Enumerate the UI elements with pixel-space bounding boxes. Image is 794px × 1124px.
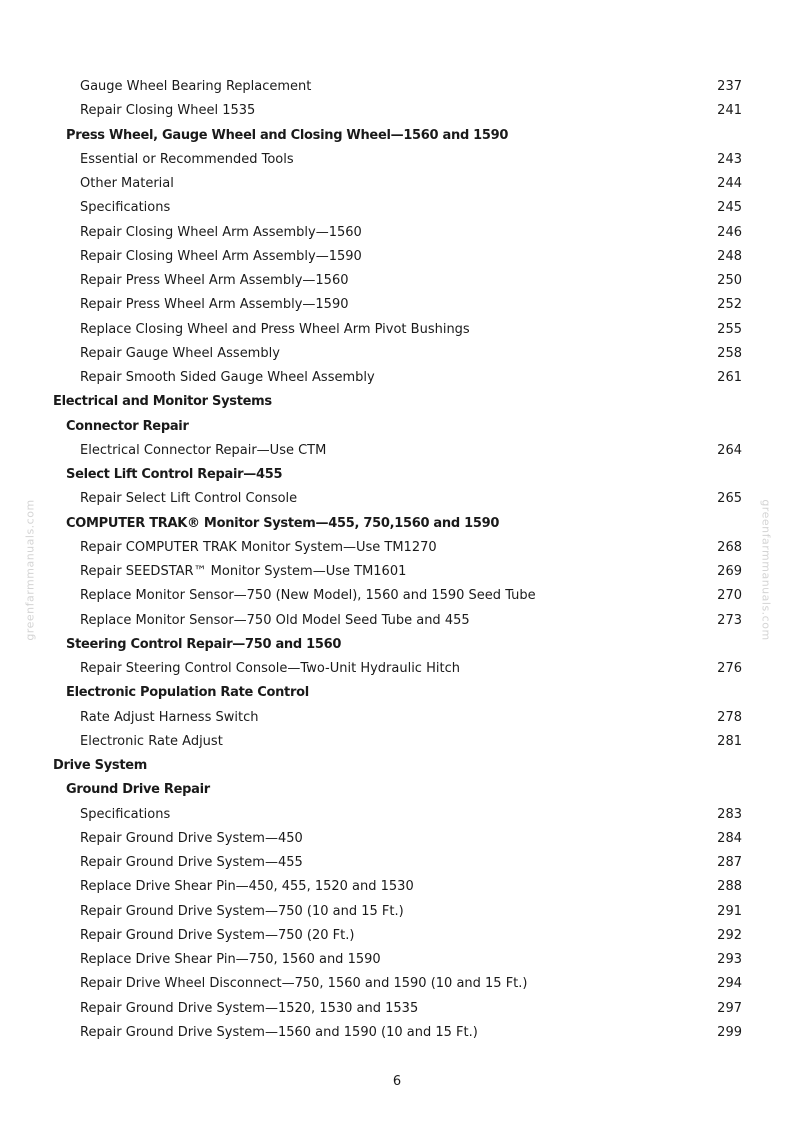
toc-entry-title: Repair Ground Drive System—750 (10 and 15 Ft.) (80, 903, 404, 919)
toc-entry-title: Rate Adjust Harness Switch (80, 709, 259, 725)
toc-entry[interactable] (0, 99, 794, 123)
toc-entry-title: Repair Ground Drive System—750 (20 Ft.) (80, 927, 355, 943)
toc-entry-page-number: 243 (717, 151, 742, 167)
watermark-left: greenfarmmanuals.com (23, 499, 37, 641)
toc-entry[interactable] (0, 487, 794, 511)
toc-entry-title: Repair Closing Wheel 1535 (80, 103, 256, 119)
toc-entry-title: Repair Gauge Wheel Assembly (80, 345, 280, 361)
toc-subsection-heading[interactable] (0, 512, 794, 536)
toc-entry-title: Specifications (80, 200, 171, 216)
toc-entry-page-number: 288 (717, 879, 742, 895)
toc-entry-title: Press Wheel, Gauge Wheel and Closing Wheel—1560 and 1590 (66, 127, 509, 143)
toc-entry-title: Repair Smooth Sided Gauge Wheel Assembly (80, 370, 375, 385)
toc-entry-page-number: 245 (717, 200, 742, 216)
toc-entry[interactable] (0, 972, 794, 996)
toc-entry[interactable] (0, 875, 794, 899)
toc-entry-page-number: 258 (717, 345, 742, 361)
toc-entry[interactable] (0, 293, 794, 317)
toc-entry-title: Replace Monitor Sensor—750 Old Model Seed Tube and 455 (80, 612, 470, 628)
toc-subsection-heading[interactable] (0, 415, 794, 439)
toc-entry-title: Replace Drive Shear Pin—750, 1560 and 1590 (80, 952, 381, 967)
toc-entry-page-number: 291 (717, 903, 742, 919)
toc-entry-page-number: 264 (717, 442, 742, 458)
toc-subsection-heading[interactable] (0, 124, 794, 148)
toc-entry-title: Electronic Population Rate Control (66, 685, 309, 701)
toc-entry[interactable] (0, 75, 794, 99)
toc-entry[interactable] (0, 439, 794, 463)
toc-entry[interactable] (0, 148, 794, 172)
toc-entry-title: Repair SEEDSTAR™ Monitor System—Use TM1601 (80, 564, 407, 579)
toc-entry-title: Electrical and Monitor Systems (53, 394, 272, 410)
toc-entry-title: COMPUTER TRAK® Monitor System—455, 750,1560 and 1590 (66, 515, 500, 531)
table-of-contents (0, 75, 794, 1045)
toc-entry-title: Repair Steering Control Console—Two-Unit Hydraulic Hitch (80, 661, 460, 676)
toc-entry[interactable] (0, 997, 794, 1021)
toc-entry-title: Repair Drive Wheel Disconnect—750, 1560 and 1590 (10 and 15 Ft.) (80, 976, 528, 992)
toc-entry-title: Replace Monitor Sensor—750 (New Model), 1560 and 1590 Seed Tube (80, 588, 536, 604)
toc-entry-page-number: 297 (717, 1000, 742, 1016)
toc-entry-page-number: 294 (717, 976, 742, 992)
toc-entry[interactable] (0, 342, 794, 366)
toc-entry-title: Gauge Wheel Bearing Replacement (80, 79, 312, 94)
toc-entry[interactable] (0, 584, 794, 608)
toc-subsection-heading[interactable] (0, 681, 794, 705)
toc-entry-title: Drive System (53, 758, 148, 773)
toc-entry-title: Repair Press Wheel Arm Assembly—1590 (80, 297, 349, 313)
toc-entry-title: Replace Drive Shear Pin—450, 455, 1520 and 1530 (80, 879, 414, 895)
toc-entry[interactable] (0, 900, 794, 924)
toc-entry-title: Repair Closing Wheel Arm Assembly—1590 (80, 248, 362, 264)
toc-entry-page-number: 292 (717, 927, 742, 943)
toc-entry-page-number: 241 (717, 103, 742, 119)
toc-entry[interactable] (0, 245, 794, 269)
toc-entry[interactable] (0, 609, 794, 633)
toc-entry-page-number: 246 (717, 224, 742, 240)
toc-entry-title: Connector Repair (66, 418, 189, 434)
toc-section-heading[interactable] (0, 754, 794, 778)
toc-entry[interactable] (0, 948, 794, 972)
toc-entry-title: Electronic Rate Adjust (80, 733, 223, 749)
watermark-right: greenfarmmanuals.com (759, 499, 773, 641)
toc-entry-page-number: 287 (717, 855, 742, 870)
toc-entry[interactable] (0, 730, 794, 754)
toc-entry-page-number: 261 (717, 370, 742, 385)
toc-entry-title: Select Lift Control Repair—455 (66, 467, 283, 482)
toc-entry-page-number: 293 (717, 952, 742, 967)
toc-entry-title: Repair Ground Drive System—450 (80, 830, 303, 846)
toc-entry[interactable] (0, 827, 794, 851)
toc-entry[interactable] (0, 269, 794, 293)
toc-entry-title: Replace Closing Wheel and Press Wheel Arm Pivot Bushings (80, 321, 470, 337)
toc-entry-title: Steering Control Repair—750 and 1560 (66, 636, 342, 652)
toc-entry-title: Repair COMPUTER TRAK Monitor System—Use TM1270 (80, 539, 437, 555)
toc-entry[interactable] (0, 366, 794, 390)
toc-entry-page-number: 281 (717, 733, 742, 749)
toc-entry-page-number: 269 (717, 564, 742, 579)
toc-subsection-heading[interactable] (0, 778, 794, 802)
toc-entry[interactable] (0, 536, 794, 560)
toc-entry[interactable] (0, 221, 794, 245)
toc-entry-title: Repair Ground Drive System—1520, 1530 and 1535 (80, 1000, 419, 1016)
toc-entry-title: Repair Ground Drive System—455 (80, 855, 303, 870)
toc-entry[interactable] (0, 560, 794, 584)
toc-entry-title: Specifications (80, 806, 171, 822)
toc-entry-page-number: 299 (717, 1024, 742, 1040)
toc-entry[interactable] (0, 172, 794, 196)
toc-entry-title: Repair Press Wheel Arm Assembly—1560 (80, 273, 349, 288)
toc-entry-title: Other Material (80, 176, 174, 191)
toc-entry[interactable] (0, 924, 794, 948)
toc-entry-title: Ground Drive Repair (66, 782, 210, 798)
toc-entry[interactable] (0, 706, 794, 730)
toc-entry-page-number: 255 (717, 321, 742, 337)
toc-subsection-heading[interactable] (0, 633, 794, 657)
toc-entry-title: Repair Ground Drive System—1560 and 1590 (10 and 15 Ft.) (80, 1024, 478, 1040)
page-number: 6 (392, 1074, 402, 1089)
toc-entry-page-number: 273 (717, 612, 742, 628)
toc-entry-page-number: 252 (717, 297, 742, 313)
toc-entry-page-number: 284 (717, 830, 742, 846)
toc-entry-page-number: 270 (717, 588, 742, 604)
toc-entry[interactable] (0, 851, 794, 875)
toc-entry-page-number: 283 (717, 806, 742, 822)
toc-entry[interactable] (0, 1021, 794, 1045)
toc-entry[interactable] (0, 803, 794, 827)
toc-entry[interactable] (0, 196, 794, 220)
toc-entry-page-number: 237 (717, 79, 742, 94)
toc-entry[interactable] (0, 318, 794, 342)
toc-entry-page-number: 248 (717, 248, 742, 264)
toc-entry-title: Essential or Recommended Tools (80, 151, 294, 167)
toc-section-heading[interactable] (0, 390, 794, 414)
toc-entry-page-number: 276 (717, 661, 742, 676)
toc-subsection-heading[interactable] (0, 463, 794, 487)
toc-entry-title: Repair Select Lift Control Console (80, 491, 298, 507)
toc-entry-title: Repair Closing Wheel Arm Assembly—1560 (80, 224, 362, 240)
toc-entry-page-number: 278 (717, 709, 742, 725)
toc-entry-page-number: 268 (717, 539, 742, 555)
toc-entry-title: Electrical Connector Repair—Use CTM (80, 442, 327, 458)
toc-entry-page-number: 250 (717, 273, 742, 288)
toc-entry-page-number: 265 (717, 491, 742, 507)
toc-entry-page-number: 244 (717, 176, 742, 191)
toc-entry[interactable] (0, 657, 794, 681)
